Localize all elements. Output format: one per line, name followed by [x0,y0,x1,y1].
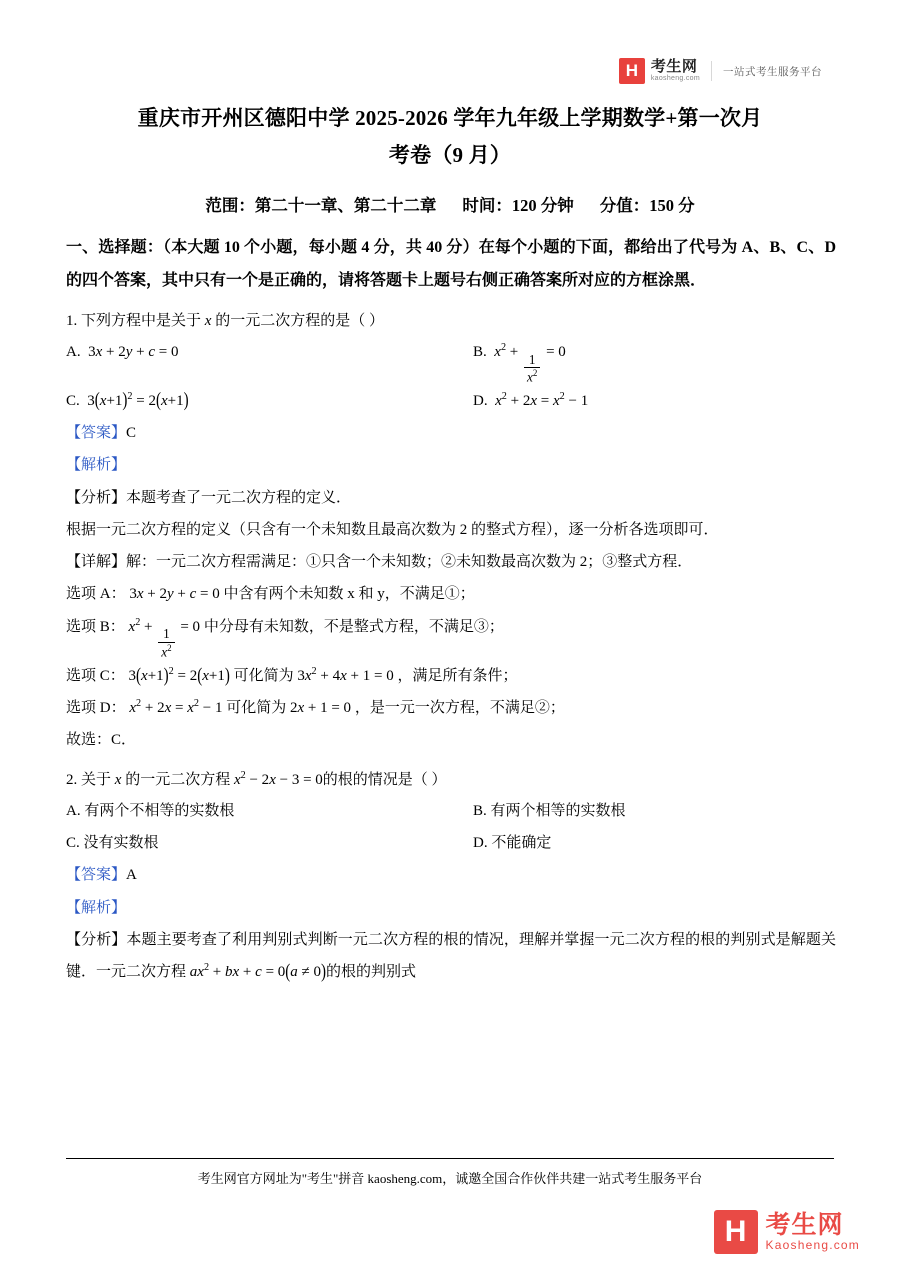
q2-fenxi-line [66,924,836,989]
q1-explain-c-mid: 可化简为 [233,667,294,684]
q1-fenxi-line2: 根据一元二次方程的定义（只含有一个未知数且最高次数为 2 的整式方程），逐一分析各选项即可． [66,521,719,538]
watermark-text [766,1212,860,1253]
q1-option-c [66,386,451,418]
q1-stem-var: x [204,312,212,329]
q1-explain-d-expr1: $x^2 + 2x = x^2 - 1$ [129,698,223,717]
q2-options-row2 [66,828,836,860]
q1-explain-b-expr: $x^2$ + $\frac{1}{x^2}$ = 0 [128,616,201,660]
q1-option-b-label: B. [473,344,487,361]
q1-analysis-line [66,449,836,481]
q1-explain-d-expr2: 2x + 1 = 0 [289,700,352,717]
q1-explain-a-expr: 3x + 2y + c = 0 [129,586,220,603]
q2-analysis-tag: 【解析】 [66,899,127,916]
q1-answer-tag: 【答案】 [66,425,127,442]
q2-option-d: D. 不能确定 [473,834,552,851]
q2-stem-var: x [114,771,122,788]
q1-option-a-label: A. [66,344,81,361]
logo-mark-icon: H [619,58,645,84]
q1-explain-a-post: 中含有两个未知数 x 和 y，不满足①； [223,586,475,603]
q1-options-row1 [66,337,836,385]
footer-divider [66,1158,834,1159]
q1-stem-pre: 1. 下列方程中是关于 [66,312,202,329]
q2-stem-pre: 2. 关于 [66,771,112,788]
q1-option-a-expr: 3x + 2y + c = 0 [84,344,179,361]
exam-meta [60,192,840,216]
q2-fenxi-expr: $ax^2$ + bx + c = 0(a ≠ 0) [189,961,327,983]
q1-stem-post: 的一元二次方程的是（ ） [215,312,384,329]
q1-option-c-label: C. [66,392,80,409]
q1-answer-line [66,417,836,449]
q1-explain-d-pre: 选项 D： [66,700,126,717]
logo-divider [711,61,712,81]
site-logo [619,58,822,84]
q1-option-b-expr: $x^2$ + $\frac{1}{x^2}$ = 0 [494,342,566,385]
q1-analysis-tag: 【解析】 [66,457,127,474]
q2-analysis-line [66,892,836,924]
logo-name: 考生网 [650,58,698,76]
q1-explain-b [66,611,836,660]
q1-options-row2 [66,386,836,418]
q1-explain-c-expr2: $3x^2 + 4x + 1 = 0$ [297,665,394,684]
exam-score: 分值：150 分 [599,196,695,215]
q1-conclusion: 故选：C． [66,732,137,749]
q1-xiangjie-text: 解：一元二次方程需满足：①只含一个未知数；②未知数最高次数为 2；③整式方程． [126,554,693,571]
q1-explain-c [66,660,836,692]
q1-explain-c-post: ，满足所有条件； [397,667,518,684]
logo-text [651,59,700,82]
q2-fenxi-tag: 【分析】 [66,931,127,948]
q1-option-c-expr: $3(x+1)^2 = 2(x+1)$ [83,389,189,412]
q2-stem-expr: $x^2 - 2x - 3 = 0$ [233,769,323,788]
q1-xiangjie-line [66,546,836,578]
q2-stem-mid: 的一元二次方程 [125,771,231,788]
q2-option-a: A. 有两个不相等的实数根 [66,803,235,820]
q2-stem-post: 的根的情况是（ ） [322,771,447,788]
q2-options-row1 [66,796,836,828]
q2-fenxi-text-tail: 的根的判别式 [326,964,417,981]
document-body [66,232,836,988]
q1-explain-b-post: 中分母有未知数，不是整式方程，不满足③； [203,618,504,635]
page-title-line1: 重庆市开州区德阳中学 2025-2026 学年九年级上学期数学+第一次月 [137,106,763,130]
logo-domain: kaosheng.com [650,75,700,83]
section-intro: 一、选择题：（本大题 10 个小题，每小题 4 分，共 40 分）在每个小题的下面，都给出了代号为 A、B、C、D 的四个答案，其中只有一个是正确的，请将答题卡上题号右侧正确答案所对应的方框涂黑． [66,239,836,289]
watermark-name: 考生网 [765,1210,844,1239]
q1-option-b [451,337,836,385]
q2-fenxi-text: 本题主要考查了利用判别式判断一元二次方程的根的情况，理解并掌握一元二次方程的根的判别式是解题关键．一元二次方程 [66,931,836,981]
q2-answer-value: A [126,867,137,884]
q1-option-d-label: D. [473,392,488,409]
watermark-mark-icon: H [714,1210,758,1254]
q2-answer-tag: 【答案】 [66,867,127,884]
q1-fenxi-line [66,482,836,514]
logo-slogan: 一站式考生服务平台 [723,65,822,78]
page-title [60,100,840,174]
q1-xiangjie-tag: 【详解】 [66,554,127,571]
question-1-stem [66,306,836,338]
question-2-stem [66,765,836,797]
q1-explain-c-pre: 选项 C： [66,667,125,684]
footer-note: 考生网官方网址为"考生"拼音 kaosheng.com，诚邀全国合作伙伴共建一站式考生服务平台 [197,1171,703,1186]
q1-explain-d-mid: 可化简为 [226,700,287,717]
q1-explain-a-pre: 选项 A： [66,586,126,603]
q1-explain-a [66,578,836,610]
watermark-domain: Kaosheng.com [765,1238,860,1253]
q1-answer-value: C [126,425,137,442]
q2-option-c: C. 没有实数根 [66,834,159,851]
q1-fenxi-tag: 【分析】 [66,489,127,506]
watermark-logo [714,1210,860,1254]
exam-range: 范围：第二十一章、第二十二章 [205,196,437,215]
q1-explain-c-expr1: $3(x+1)^2 = 2(x+1)$ [128,664,230,687]
page-title-line2: 考卷（9 月） [388,142,512,167]
q2-option-b: B. 有两个相等的实数根 [473,803,626,820]
q1-option-d [451,386,836,418]
q1-fenxi-text: 本题考查了一元二次方程的定义． [126,489,352,506]
q1-explain-d [66,692,836,724]
q1-explain-d-post: ，是一元一次方程，不满足②； [354,700,565,717]
q1-explain-b-pre: 选项 B： [66,618,125,635]
q1-option-a [66,337,451,385]
q2-answer-line [66,859,836,891]
q1-option-d-expr: $x^2 + 2x = x^2 - 1$ [495,390,589,409]
exam-time: 时间：120 分钟 [462,196,574,215]
